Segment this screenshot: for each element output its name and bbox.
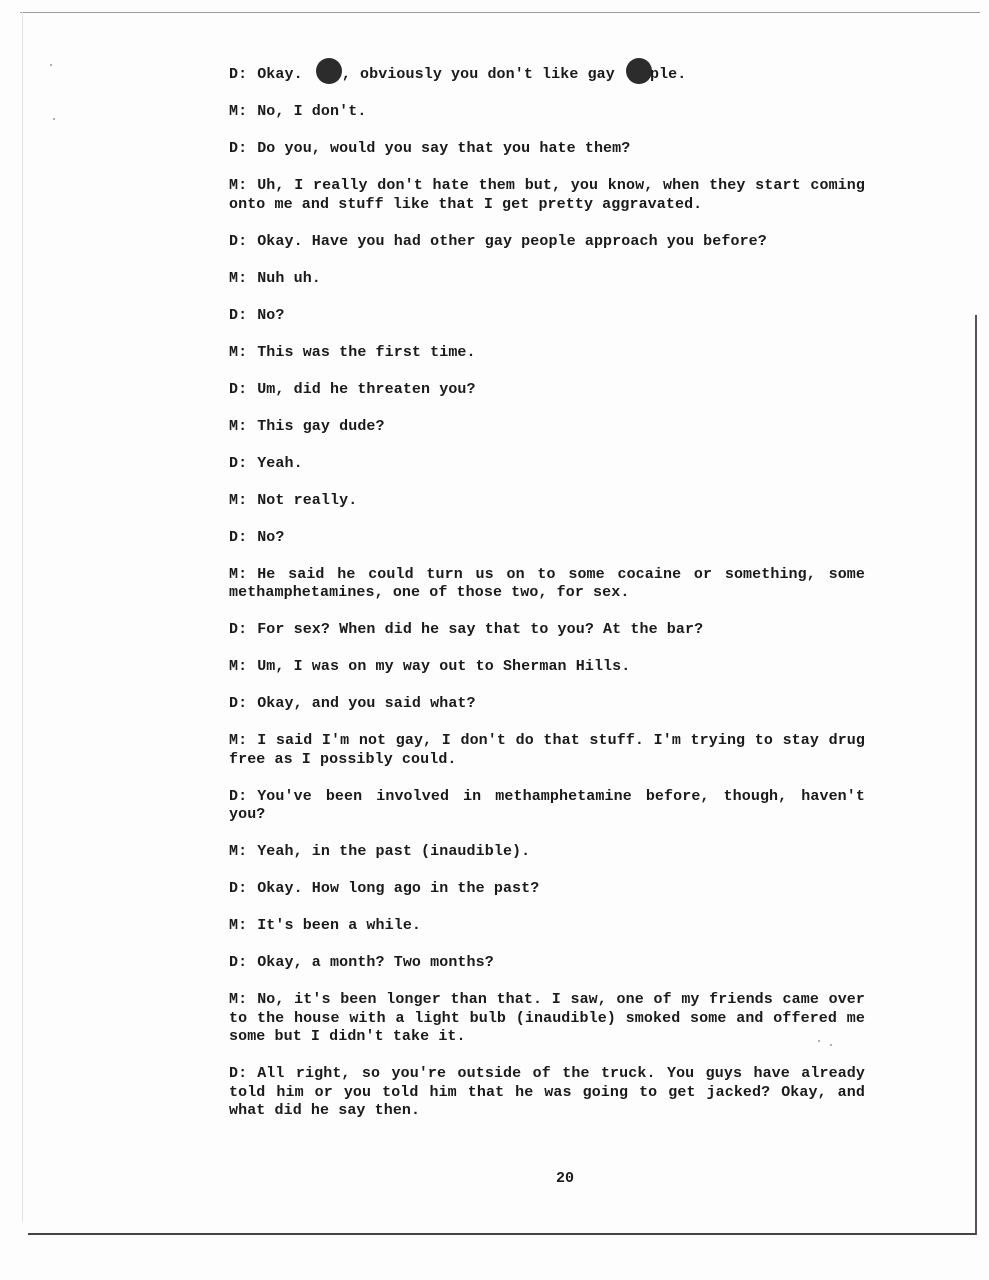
redaction-mark (626, 58, 652, 84)
transcript-line (229, 270, 865, 289)
line-text: He said he could turn us on to some cocaine or something, some methamphetamines, one of those two, for sex. (229, 565, 865, 601)
line-text: No, it's been longer than that. I saw, one of my friends came over to the house with a light bulb (inaudible) smoked some and offered me some but I didn't take it. (229, 991, 865, 1045)
speaker-label: D: (229, 621, 248, 638)
line-text: No, I don't. (257, 103, 367, 120)
scan-border-top (20, 12, 980, 13)
line-text: Okay, and you said what? (257, 695, 476, 712)
transcript-line (229, 455, 865, 474)
scan-border-right (975, 315, 977, 1235)
line-text: ple. (649, 66, 687, 83)
speaker-label: D: (229, 232, 248, 250)
transcript-line (229, 621, 865, 640)
speaker-label: D: (229, 454, 248, 472)
line-text: Okay. How long ago in the past? (257, 880, 540, 897)
scan-speck (53, 118, 55, 120)
transcript-line (229, 233, 865, 252)
speaker-label: M: (229, 491, 248, 509)
transcript-line (229, 103, 865, 122)
line-text: I said I'm not gay, I don't do that stuff. I'm trying to stay drug free as I possibly could. (229, 732, 865, 768)
speaker-label: D: (229, 528, 248, 546)
line-text: Yeah. (257, 454, 303, 472)
transcript-line (229, 492, 865, 511)
line-text: Um, I was on my way out to Sherman Hills. (257, 658, 631, 675)
line-text: Um, did he threaten you? (257, 380, 476, 398)
line-text: Yeah, in the past (inaudible). (257, 843, 531, 860)
speaker-label: M: (229, 343, 248, 361)
transcript-line (229, 307, 865, 326)
speaker-label: D: (229, 1065, 248, 1082)
line-text: No? (257, 306, 285, 324)
speaker-label: M: (229, 843, 248, 860)
transcript-line (229, 695, 865, 714)
transcript-line (229, 732, 865, 769)
line-text: Do you, would you say that you hate them? (257, 140, 631, 157)
line-text: For sex? When did he say that to you? At the bar? (257, 621, 704, 638)
speaker-label: M: (229, 917, 248, 934)
speaker-label: M: (229, 732, 248, 749)
transcript-line (229, 344, 865, 363)
transcript-line (229, 788, 865, 825)
line-text: No? (257, 528, 285, 546)
speaker-label: D: (229, 306, 248, 324)
speaker-label: M: (229, 269, 248, 287)
speaker-label: M: (229, 658, 248, 675)
speaker-label: D: (229, 954, 248, 971)
line-text: Not really. (257, 491, 358, 509)
transcript-line (229, 566, 865, 603)
transcript-line (229, 843, 865, 862)
speaker-label: M: (229, 417, 248, 435)
speaker-label: M: (229, 565, 248, 583)
speaker-label: M: (229, 991, 248, 1008)
speaker-label: D: (229, 140, 248, 157)
line-text: Okay, a month? Two months? (257, 954, 494, 971)
line-text: Okay. (257, 66, 303, 83)
scan-border-left (22, 12, 23, 1222)
line-text: It's been a while. (257, 917, 422, 934)
transcript-line (229, 991, 865, 1047)
line-text: Okay. Have you had other gay people approach you before? (257, 232, 767, 250)
line-text: Nuh uh. (257, 269, 321, 287)
line-text: , obviously you don't like gay (341, 66, 615, 83)
line-text: This was the first time. (257, 343, 476, 361)
speaker-label: M: (229, 103, 248, 120)
transcript-line (229, 529, 865, 548)
transcript-line (229, 58, 865, 85)
transcript-line (229, 381, 865, 400)
speaker-label: M: (229, 177, 248, 194)
transcript (229, 58, 865, 1121)
line-text: Uh, I really don't hate them but, you know, when they start coming onto me and stuff like that I get pretty aggravated. (229, 177, 865, 213)
speaker-label: D: (229, 880, 248, 897)
scan-border-bottom (28, 1233, 976, 1235)
transcript-line (229, 658, 865, 677)
transcript-line (229, 140, 865, 159)
speaker-label: D: (229, 695, 248, 712)
line-text: This gay dude? (257, 417, 385, 435)
scan-speck (50, 64, 52, 66)
page-number: 20 (556, 1170, 575, 1187)
redaction-mark (316, 58, 342, 84)
line-text: All right, so you're outside of the truck. You guys have already told him or you told him that he was going to get jacked? Okay, and what did he say then. (229, 1065, 865, 1119)
speaker-label: D: (229, 66, 248, 83)
transcript-line (229, 418, 865, 437)
line-text: You've been involved in methamphetamine before, though, haven't you? (229, 787, 865, 823)
speaker-label: D: (229, 380, 248, 398)
transcript-line (229, 954, 865, 973)
transcript-line (229, 880, 865, 899)
transcript-line (229, 177, 865, 214)
speaker-label: D: (229, 787, 248, 805)
transcript-line (229, 1065, 865, 1121)
transcript-line (229, 917, 865, 936)
